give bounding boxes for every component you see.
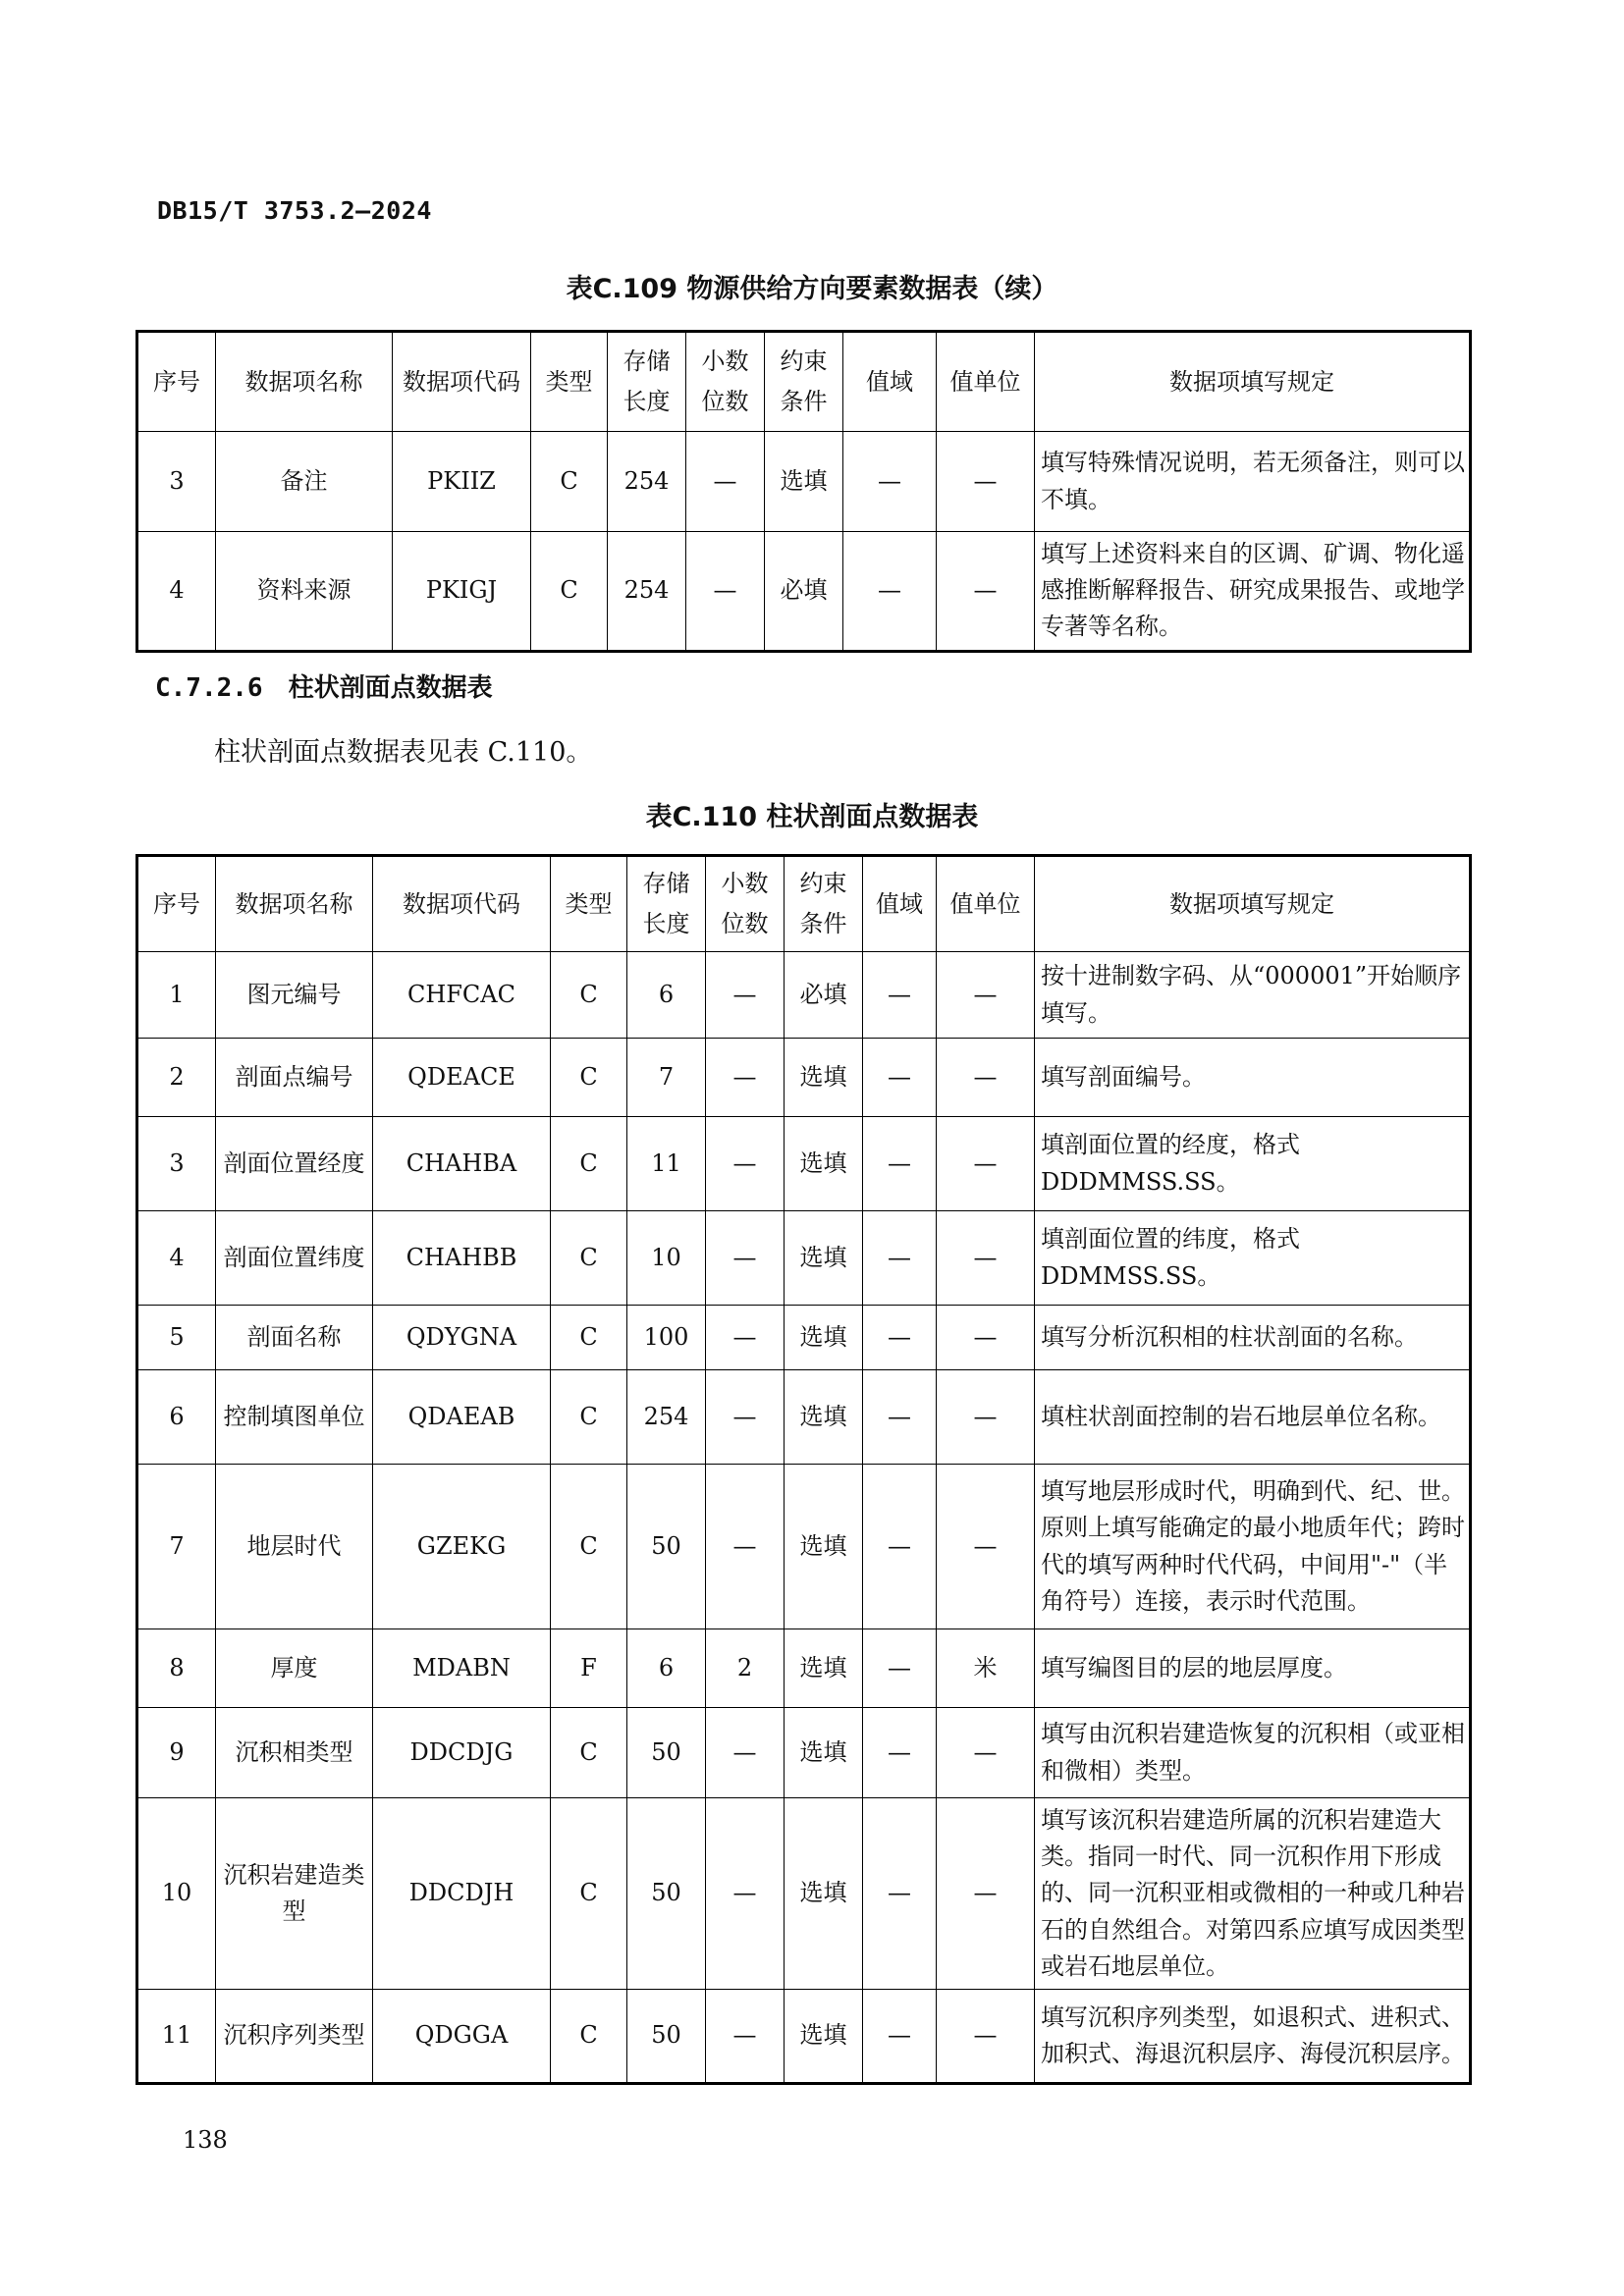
cell-value-unit: 米: [937, 1629, 1035, 1708]
table1-col-seq: 序号: [137, 332, 216, 432]
table1-col-item-name: 数据项名称: [216, 332, 393, 432]
table-row: [137, 1798, 1471, 1990]
cell-item-code: CHFCAC: [373, 952, 551, 1039]
cell-decimals: 2: [706, 1629, 785, 1708]
cell-storage-length: 7: [627, 1039, 706, 1117]
body-paragraph: 柱状剖面点数据表见表 C.110。: [214, 737, 593, 768]
cell-storage-length: 100: [627, 1306, 706, 1370]
table2-col-item-name: 数据项名称: [216, 856, 373, 952]
cell-decimals: —: [706, 1117, 785, 1211]
cell-fill-rule: 填写上述资料来自的区调、矿调、物化遥感推断解释报告、研究成果报告、或地学专著等名称。: [1035, 532, 1471, 652]
cell-seq: 4: [137, 532, 216, 652]
cell-value-range: —: [863, 1798, 937, 1990]
cell-decimals: —: [706, 1465, 785, 1629]
table1-col-fill-rule: 数据项填写规定: [1035, 332, 1471, 432]
table-row: [137, 1039, 1471, 1117]
table-row: [137, 532, 1471, 652]
table2-col-constraint: 约束 条件: [785, 856, 863, 952]
cell-item-name: 图元编号: [216, 952, 373, 1039]
table2-col-value-range: 值域: [863, 856, 937, 952]
cell-fill-rule: 填写由沉积岩建造恢复的沉积相（或亚相和微相）类型。: [1035, 1708, 1471, 1798]
cell-seq: 5: [137, 1306, 216, 1370]
cell-constraint: 选填: [785, 1306, 863, 1370]
cell-value-unit: —: [937, 1306, 1035, 1370]
cell-storage-length: 6: [627, 1629, 706, 1708]
cell-item-code: QDYGNA: [373, 1306, 551, 1370]
cell-value-range: —: [863, 1211, 937, 1306]
cell-value-range: —: [863, 952, 937, 1039]
cell-fill-rule: 填写沉积序列类型，如退积式、进积式、加积式、海退沉积层序、海侵沉积层序。: [1035, 1989, 1471, 2083]
cell-type: C: [551, 1708, 627, 1798]
table-row: [137, 1370, 1471, 1465]
cell-item-name: 地层时代: [216, 1465, 373, 1629]
cell-storage-length: 11: [627, 1117, 706, 1211]
table2-col-value-unit: 值单位: [937, 856, 1035, 952]
table2-col-fill-rule: 数据项填写规定: [1035, 856, 1471, 952]
cell-fill-rule: 填剖面位置的经度，格式 DDDMMSS.SS。: [1035, 1117, 1471, 1211]
cell-type: C: [551, 1211, 627, 1306]
cell-storage-length: 50: [627, 1465, 706, 1629]
cell-storage-length: 254: [627, 1370, 706, 1465]
cell-value-unit: —: [937, 1798, 1035, 1990]
cell-fill-rule: 填写编图目的层的地层厚度。: [1035, 1629, 1471, 1708]
cell-value-unit: —: [937, 952, 1035, 1039]
cell-seq: 6: [137, 1370, 216, 1465]
cell-item-name: 沉积序列类型: [216, 1989, 373, 2083]
table1: [135, 330, 1472, 653]
cell-item-name: 剖面点编号: [216, 1039, 373, 1117]
cell-value-unit: —: [937, 532, 1035, 652]
cell-constraint: 选填: [785, 1708, 863, 1798]
table1-col-item-code: 数据项代码: [393, 332, 531, 432]
section-number: C.7.2.6: [155, 673, 263, 703]
cell-item-code: MDABN: [373, 1629, 551, 1708]
cell-value-range: —: [843, 532, 937, 652]
table2-caption: 表C.110 柱状剖面点数据表: [645, 802, 979, 832]
cell-seq: 4: [137, 1211, 216, 1306]
cell-value-unit: —: [937, 1989, 1035, 2083]
section-heading: [155, 667, 493, 704]
cell-seq: 9: [137, 1708, 216, 1798]
table-row: [137, 1989, 1471, 2083]
cell-type: C: [551, 1117, 627, 1211]
cell-type: C: [551, 1989, 627, 2083]
table2-col-storage-length: 存储 长度: [627, 856, 706, 952]
cell-seq: 8: [137, 1629, 216, 1708]
cell-value-range: —: [863, 1117, 937, 1211]
table-row: [137, 1211, 1471, 1306]
table1-caption: 表C.109 物源供给方向要素数据表（续）: [566, 274, 1058, 304]
cell-fill-rule: 填剖面位置的纬度，格式 DDMMSS.SS。: [1035, 1211, 1471, 1306]
table2-header-row: [137, 856, 1471, 952]
table-row: [137, 432, 1471, 532]
cell-item-code: QDAEAB: [373, 1370, 551, 1465]
table2: [135, 854, 1472, 2085]
cell-value-range: —: [863, 1039, 937, 1117]
cell-type: C: [551, 1039, 627, 1117]
cell-constraint: 选填: [785, 1798, 863, 1990]
cell-storage-length: 50: [627, 1798, 706, 1990]
document-code: DB15/T 3753.2—2024: [157, 196, 432, 225]
cell-constraint: 选填: [785, 1039, 863, 1117]
cell-decimals: —: [686, 532, 765, 652]
cell-seq: 10: [137, 1798, 216, 1990]
cell-seq: 11: [137, 1989, 216, 2083]
cell-value-unit: —: [937, 1370, 1035, 1465]
cell-decimals: —: [706, 1989, 785, 2083]
cell-value-unit: —: [937, 432, 1035, 532]
table-row: [137, 1465, 1471, 1629]
table2-col-decimals: 小数 位数: [706, 856, 785, 952]
cell-constraint: 选填: [785, 1465, 863, 1629]
cell-storage-length: 254: [608, 432, 686, 532]
cell-storage-length: 50: [627, 1989, 706, 2083]
cell-seq: 7: [137, 1465, 216, 1629]
cell-storage-length: 50: [627, 1708, 706, 1798]
cell-constraint: 必填: [785, 952, 863, 1039]
cell-type: F: [551, 1629, 627, 1708]
cell-value-unit: —: [937, 1039, 1035, 1117]
table-row: [137, 1117, 1471, 1211]
cell-decimals: —: [706, 1039, 785, 1117]
cell-fill-rule: 填写地层形成时代，明确到代、纪、世。原则上填写能确定的最小地质年代；跨时代的填写两种时代代码，中间用"-"（半角符号）连接，表示时代范围。: [1035, 1465, 1471, 1629]
cell-type: C: [531, 532, 608, 652]
cell-decimals: —: [706, 1211, 785, 1306]
cell-value-unit: —: [937, 1211, 1035, 1306]
cell-item-name: 剖面名称: [216, 1306, 373, 1370]
cell-seq: 1: [137, 952, 216, 1039]
table1-header-row: [137, 332, 1471, 432]
cell-item-code: QDGGA: [373, 1989, 551, 2083]
cell-fill-rule: 填写该沉积岩建造所属的沉积岩建造大类。指同一时代、同一沉积作用下形成的、同一沉积亚相或微相的一种或几种岩石的自然组合。对第四系应填写成因类型或岩石地层单位。: [1035, 1798, 1471, 1990]
cell-value-range: —: [863, 1629, 937, 1708]
cell-decimals: —: [706, 1370, 785, 1465]
cell-constraint: 选填: [785, 1989, 863, 2083]
cell-value-unit: —: [937, 1465, 1035, 1629]
table1-col-storage-length: 存储 长度: [608, 332, 686, 432]
cell-fill-rule: 填写特殊情况说明，若无须备注，则可以不填。: [1035, 432, 1471, 532]
cell-item-name: 厚度: [216, 1629, 373, 1708]
cell-item-code: PKIGJ: [393, 532, 531, 652]
cell-value-unit: —: [937, 1117, 1035, 1211]
cell-decimals: —: [706, 1798, 785, 1990]
cell-fill-rule: 按十进制数字码、从“000001”开始顺序填写。: [1035, 952, 1471, 1039]
cell-item-name: 控制填图单位: [216, 1370, 373, 1465]
table2-col-type: 类型: [551, 856, 627, 952]
table1-col-decimals: 小数 位数: [686, 332, 765, 432]
cell-value-range: —: [843, 432, 937, 532]
cell-decimals: —: [706, 952, 785, 1039]
cell-constraint: 选填: [785, 1117, 863, 1211]
cell-item-name: 剖面位置经度: [216, 1117, 373, 1211]
cell-fill-rule: 填写剖面编号。: [1035, 1039, 1471, 1117]
cell-value-range: —: [863, 1370, 937, 1465]
cell-decimals: —: [706, 1306, 785, 1370]
cell-type: C: [551, 1306, 627, 1370]
cell-seq: 3: [137, 432, 216, 532]
cell-item-code: DDCDJG: [373, 1708, 551, 1798]
cell-item-name: 剖面位置纬度: [216, 1211, 373, 1306]
table-row: [137, 1306, 1471, 1370]
cell-item-name: 资料来源: [216, 532, 393, 652]
table2-col-item-code: 数据项代码: [373, 856, 551, 952]
cell-seq: 2: [137, 1039, 216, 1117]
cell-fill-rule: 填写分析沉积相的柱状剖面的名称。: [1035, 1306, 1471, 1370]
cell-item-name: 备注: [216, 432, 393, 532]
cell-type: C: [531, 432, 608, 532]
cell-seq: 3: [137, 1117, 216, 1211]
cell-item-code: CHAHBA: [373, 1117, 551, 1211]
table-row: [137, 1629, 1471, 1708]
cell-constraint: 选填: [785, 1211, 863, 1306]
table1-col-constraint: 约束 条件: [765, 332, 843, 432]
page-number: 138: [183, 2126, 228, 2154]
section-title: 柱状剖面点数据表: [288, 673, 493, 703]
table2-col-seq: 序号: [137, 856, 216, 952]
cell-constraint: 选填: [765, 432, 843, 532]
cell-item-code: DDCDJH: [373, 1798, 551, 1990]
cell-value-unit: —: [937, 1708, 1035, 1798]
table-row: [137, 952, 1471, 1039]
cell-type: C: [551, 1370, 627, 1465]
cell-decimals: —: [686, 432, 765, 532]
cell-type: C: [551, 1798, 627, 1990]
cell-value-range: —: [863, 1465, 937, 1629]
cell-item-name: 沉积岩建造类型: [216, 1798, 373, 1990]
cell-item-code: CHAHBB: [373, 1211, 551, 1306]
cell-value-range: —: [863, 1989, 937, 2083]
cell-constraint: 选填: [785, 1370, 863, 1465]
cell-decimals: —: [706, 1708, 785, 1798]
table1-col-type: 类型: [531, 332, 608, 432]
cell-type: C: [551, 952, 627, 1039]
table-row: [137, 1708, 1471, 1798]
cell-value-range: —: [863, 1306, 937, 1370]
table1-col-value-unit: 值单位: [937, 332, 1035, 432]
cell-constraint: 必填: [765, 532, 843, 652]
cell-fill-rule: 填柱状剖面控制的岩石地层单位名称。: [1035, 1370, 1471, 1465]
cell-storage-length: 254: [608, 532, 686, 652]
cell-type: C: [551, 1465, 627, 1629]
cell-item-name: 沉积相类型: [216, 1708, 373, 1798]
cell-item-code: GZEKG: [373, 1465, 551, 1629]
cell-constraint: 选填: [785, 1629, 863, 1708]
table1-col-value-range: 值域: [843, 332, 937, 432]
cell-item-code: PKIIZ: [393, 432, 531, 532]
cell-item-code: QDEACE: [373, 1039, 551, 1117]
cell-storage-length: 10: [627, 1211, 706, 1306]
cell-storage-length: 6: [627, 952, 706, 1039]
cell-value-range: —: [863, 1708, 937, 1798]
